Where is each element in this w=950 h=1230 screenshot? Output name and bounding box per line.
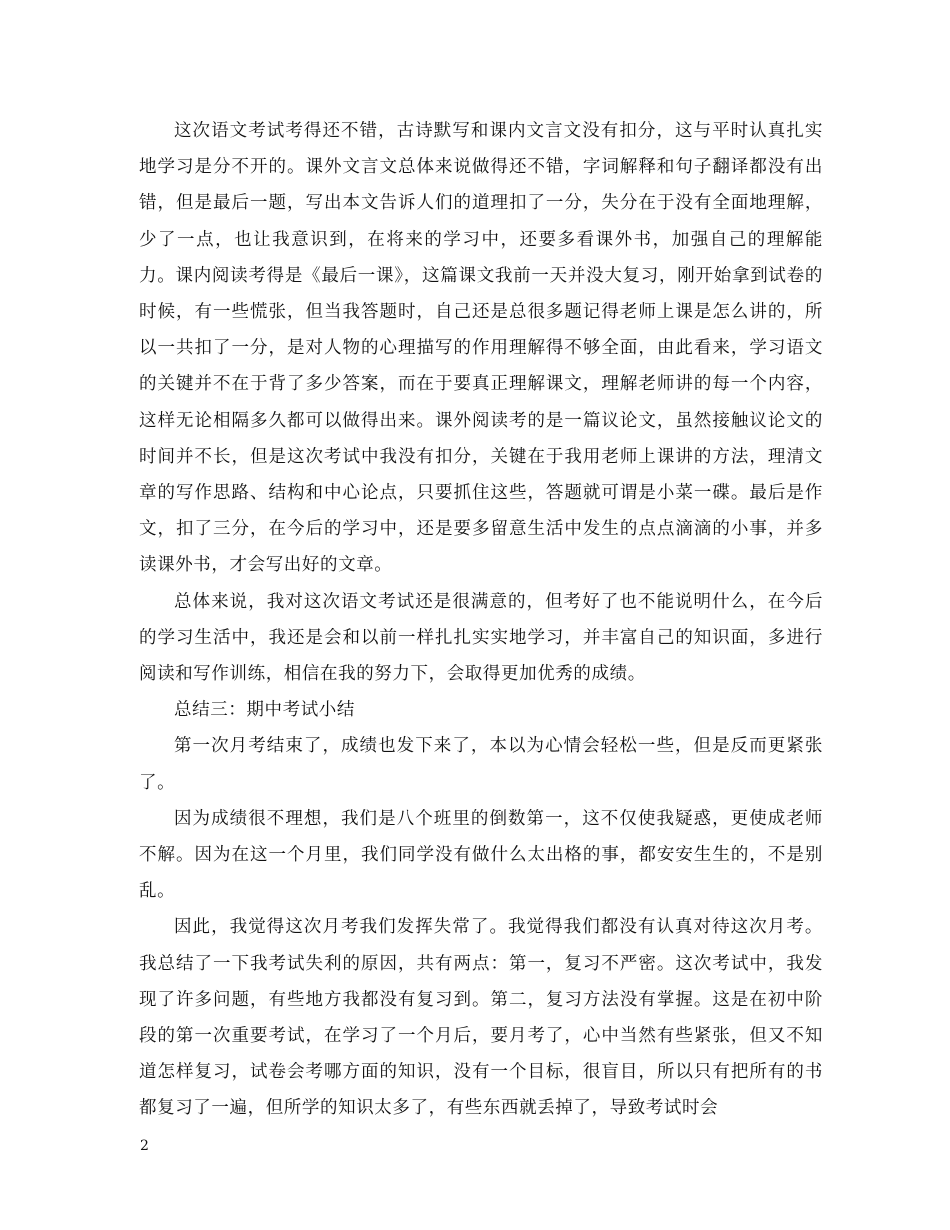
paragraph-poor-results: 因为成绩很不理想，我们是八个班里的倒数第一，这不仅使我疑惑，更使成老师不解。因为在这一个月里，我们同学没有做什么太出格的事，都安安生生的，不是别乱。 — [139, 808, 823, 902]
paragraph-overall-summary: 总体来说，我对这次语文考试还是很满意的，但考好了也不能说明什么，在今后的学习生活中，我还是会和以前一样扎扎实实地学习，并丰富自己的知识面，多进行阅读和写作训练，相信在我的努力下，会取得更加优秀的成绩。 — [139, 591, 823, 685]
paragraph-first-monthly-exam: 第一次月考结束了，成绩也发下来了，本以为心情会轻松一些，但是反而更紧张了。 — [139, 736, 823, 793]
paragraph-failure-reasons: 因此，我觉得这次月考我们发挥失常了。我觉得我们都没有认真对待这次月考。我总结了一下我考试失利的原因，共有两点：第一，复习不严密。这次考试中，我发现了许多问题，有些地方我都没有复习到。第二，复习方法没有掌握。这是在初中阶段的第一次重要考试，在学习了一个月后，要月考了，心中当然有些紧张，但又不知道怎样复习，试卷会考哪方面的知识，没有一个目标，很盲目，所以只有把所有的书都复习了一遍，但所学的知识太多了，有些东西就丢掉了，导致考试时会 — [139, 917, 823, 1119]
document-body — [139, 113, 823, 1127]
section-heading: 总结三：期中考试小结 — [174, 700, 355, 721]
paragraph-exam-reflection: 这次语文考试考得还不错，古诗默写和课内文言文没有扣分，这与平时认真扎实地学习是分不开的。课外文言文总体来说做得还不错，字词解释和句子翻译都没有出错，但是最后一题，写出本文告诉人们的道理扣了一分，失分在于没有全面地理解，少了一点，也让我意识到，在将来的学习中，还要多看课外书，加强自己的理解能力。课内阅读考得是《最后一课》，这篇课文我前一天并没大复习，刚开始拿到试卷的时候，有一些慌张，但当我答题时，自己还是总很多题记得老师上课是怎么讲的，所以一共扣了一分，是对人物的心理描写的作用理解得不够全面，由此看来，学习语文的关键并不在于背了多少答案，而在于要真正理解课文，理解老师讲的每一个内容，这样无论相隔多久都可以做得出来。课外阅读考的是一篇议论文，虽然接触议论文的时间并不长，但是这次考试中我没有扣分，关键在于我用老师上课讲的方法，理清文章的写作思路、结构和中心论点，只要抓住这些，答题就可谓是小菜一碟。最后是作文，扣了三分，在今后的学习中，还是要多留意生活中发生的点点滴滴的小事，并多读课外书，才会写出好的文章。 — [139, 121, 823, 576]
page-number: 2 — [140, 1138, 149, 1154]
